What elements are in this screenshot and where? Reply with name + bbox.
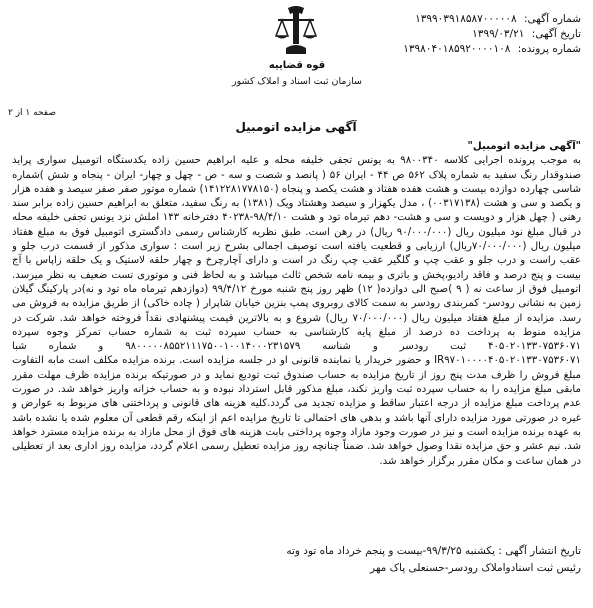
announcement-number-value: ۱۳۹۹۰۳۹۱۸۵۸۷۰۰۰۰۰۸ xyxy=(415,13,517,25)
case-number-label: شماره پرونده: xyxy=(517,43,581,55)
announcement-footer xyxy=(286,543,581,577)
body-text: به موجب پرونده اجرایی کلاسه ۹۸۰۰۳۴۰ به یونس تجفی خلیفه محله و علیه ابراهیم حسین زاده یکدستگاه اتومبیل سواری پراید صندوقدار رنگ سفید به شماره پلاک ۵۶۲ ص ۴۴ - ایران ۵۶ ( پانصد و شصت و سه - ص - چهل و چهار- ایران - پنجاه و شش )شماره شاسی چهارده دوازده بیست و هشت هفده هفتاد و هشت یکصد و پنجاه (۱۴۱۲۲۸۱۷۷۸۱۵۰) شماره موتور صفر صفر سیصد و هفده هزار و یکصد و سی و هشت (۰۰۳۱۷۱۳۸) ، مدل یکهزار و سیصد وهشتاد ویک (۱۳۸۱) به رنگ سفید، متعلق به ابراهیم حسین زاده برابر سند رهنی ( چهل هزار و دویست و سی و هشت- دهم تیرماه تود و هشت ۹۸/۴/۱۰-۴۰۲۳۸ دفترخانه ۱۴۳ املش نزد یونس تجفی خلیفه محله در قبال مبلغ نود میلیون ریال (۹۰/۰۰۰/۰۰۰ ریال) در رهن است. طبق نظریه کارشناس رسمی دادگستری اتومبیل فوق به مبلغ هفتاد میلیون ریال (۷۰/۰۰۰/۰۰۰ریال) ارزیابی و قطعیت یافته است توصیف اجمالی بشرح زیر است : سواری مذکور از قسمت درب جلو و عقب راست و درب جلو و عقب چپ و گلگیر عقب چپ رنگ در است و دارای آچارچرخ و چهار حلقه لاستیک و یک حلقه زاپاس با آج بیست و پنج درصد و فاقد رادیو،پخش و باتری و بیمه نامه شخص ثالث میباشد و به لحاظ فنی و موتوری تست ضعیف به نظر میرسد. اتومبیل فوق از ساعت نه ( ۹ )صبح الی دوازده( ۱۲) ظهر روز پنج شنبه مورخ ۹۹/۴/۱۲ (دوازدهم تیرماه ماه تود و نه)در پارکینگ گیلان زمین به نشانی رودسر- کمربندی رودسر به سمت کالای روبروی پمپ بنزین خیابان شاپرار ( چاده خاکی) از طریق مزایده به فروش می رسد. مزایده از مبلغ هفتاد میلیون ریال (۷۰/۰۰۰/۰۰۰ ریال) شروع و به بالاترین قیمت پیشنهادی نقداً فروخته خواهد شد. شرکت در مزایده منوط به پرداخت ده درصد از مبلغ پایه کارشناسی به حساب سپرده ثبت به شماره حساب تمرکز وجوه سپرده ۴۰۵۰۲۰۱۳۳۰۷۵۳۶۰۷۱ ثبت رودسر و شناسه ۹۸۰۰۰۰۰۸۵۵۲۱۱۱۷۵۰۰۱۰۰۱۴۰۰۰۲۳۱۵۷۹ و شماره شبا IR۹۷۰۱۰۰۰۰۴۰۵۰۲۰۱۳۳۰۷۵۳۶۰۷۱ و حضور خریدار یا نماینده قانونی او در جلسه مزایده است. برنده مزایده مکلف است مابه التفاوت مبلغ فروش را ظرف مدت پنج روز از تاریخ مزایده به حساب صندوق ثبت تودیع نماید و در صورتیکه برنده مزایده ظرف مهلت مقرر مابقی مبلغ مزایده را به حساب سپرده ثبت واریز نکند، مبلغ مذکور قابل استرداد نبوده و به حساب خزانه واریز خواهد شد. در صورت عدم پرداخت مبلغ مزایده از درجه اعتبار ساقط و مزایده تجدید می گردد.کلیه هزینه های قانونی و پرداختنی های مربوط به عوارض و غیره در صورتی مورد مزایده دارای آنها باشد و بدهی های احتمالی تا تاریخ مزایده اعم از اینکه رقم قطعی آن معلوم شده یا نشده باشد به عهده برنده مزایده است و نیز در صورت وجود مازاد وجوه پرداختی بابت هزینه های فوق از محل مازاد به برنده مزایده مسترد خواهد شد. نیم عشر و حق مزایده نقدا وصول خواهد شد. ضمناً چنانچه روز مزایده تعطیل رسمی اعلام گردد، مزایده روز اداری بعد از تعطیلی در همان ساعت و مکان مقرر برگزار خواهد شد. xyxy=(12,155,581,467)
publish-date-label: تاریخ انتشار آگهی : xyxy=(498,545,581,557)
announcement-meta xyxy=(376,12,581,57)
announcement-number-label: شماره آگهی: xyxy=(523,13,581,25)
body-heading: "آگهی مزایده اتومبیل" xyxy=(467,141,581,152)
publish-date-value: یکشنبه ۹۹/۳/۲۵-بیست و پنجم خرداد ماه تود وته xyxy=(286,545,496,557)
page-number: صفحه ۱ از ۲ xyxy=(8,108,56,118)
case-number-value: ۱۳۹۸۰۴۰۱۸۵۹۲۰۰۰۰۱۰۸ xyxy=(403,43,511,55)
judiciary-emblem-icon xyxy=(274,6,318,58)
organization-label: سازمان ثبت اسناد و املاک کشور xyxy=(232,76,362,87)
announcement-date-value: ۱۳۹۹/۰۳/۲۱ xyxy=(472,28,525,40)
announcement-number-row xyxy=(376,12,581,27)
announcement-body xyxy=(12,140,581,506)
judiciary-label: قوه قضاییه xyxy=(268,60,326,71)
case-number-row xyxy=(376,42,581,57)
page-title: آگهی مزایده اتومبیل xyxy=(235,120,357,134)
announcement-date-label: تاریخ آگهی: xyxy=(531,28,581,40)
announcement-date-row xyxy=(376,27,581,42)
signature: رئیس ثبت اسنادواملاک رودسر-حسنعلی پاک مهر xyxy=(370,562,581,574)
publish-date-row xyxy=(286,543,581,560)
